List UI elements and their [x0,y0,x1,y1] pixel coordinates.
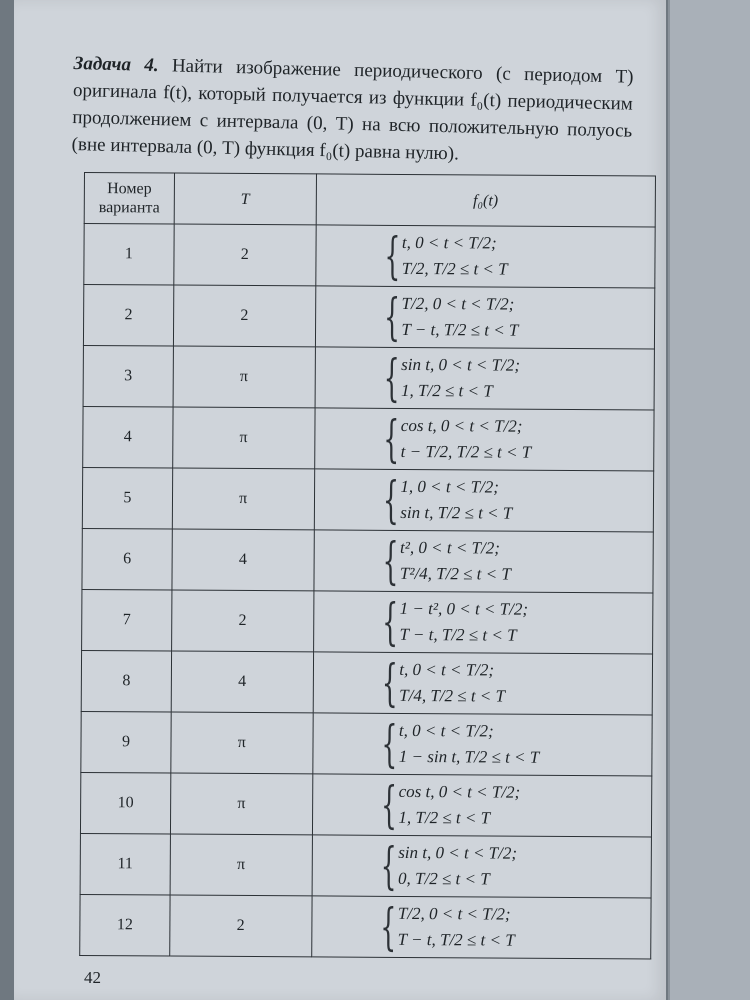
piecewise-function [314,469,654,532]
variants-table [79,172,656,959]
period-value: 4 [171,651,313,713]
left-brace-icon: { [380,714,398,773]
problem-label: Задача 4. [73,52,159,77]
variant-number: 7 [82,589,172,651]
adjacent-page-edge [668,0,750,1000]
variant-number: 12 [80,894,170,956]
piecewise-function [313,652,653,715]
function-case-first: cos t, 0 < t < T/2; [398,781,521,802]
table-row [83,406,654,470]
variant-number: 9 [81,711,171,773]
function-case-first: sin t, 0 < t < T/2; [401,354,521,375]
left-brace-icon: { [383,287,400,346]
piecewise-function [315,286,655,349]
function-case-second: 1 − sin t, T/2 ≤ t < T [398,746,540,767]
table-row [83,285,654,349]
function-case-second: 1, T/2 ≤ t < T [398,807,491,828]
piecewise-function [314,530,654,593]
header-variant: Номер варианта [84,173,174,225]
table-header-row [84,173,655,227]
variant-number: 8 [81,650,171,712]
piecewise-function [312,713,652,776]
table-row [82,528,653,592]
piecewise-function [311,896,651,959]
book-page [14,0,666,1000]
function-case-first: T/2, 0 < t < T/2; [401,293,515,314]
function-case-first: t², 0 < t < T/2; [400,537,500,558]
period-value: π [172,468,314,530]
function-case-second: T/4, T/2 ≤ t < T [399,685,506,706]
function-case-first: cos t, 0 < t < T/2; [400,415,523,436]
left-brace-icon: { [381,531,399,590]
table-row [81,650,652,714]
left-brace-icon: { [382,470,399,529]
left-brace-icon: { [379,897,396,956]
variant-number: 3 [83,345,173,407]
function-case-second: T/2, T/2 ≤ t < T [401,258,508,279]
problem-statement [71,50,633,172]
table-row [80,772,651,836]
function-case-second: 1, T/2 ≤ t < T [400,380,493,401]
function-case-first: sin t, 0 < t < T/2; [398,842,518,863]
function-case-first: t, 0 < t < T/2; [401,232,497,253]
period-value: π [173,346,315,408]
left-brace-icon: { [383,348,400,407]
table-row [80,894,651,958]
function-case-second: T − t, T/2 ≤ t < T [397,929,515,950]
period-value: 2 [170,895,312,957]
period-value: 4 [172,529,314,591]
function-case-second: T − t, T/2 ≤ t < T [401,319,519,340]
function-case-second: T²/4, T/2 ≤ t < T [399,563,511,584]
table-row [80,833,651,897]
table-row [82,467,653,531]
period-value: 2 [173,285,315,347]
variant-number: 2 [83,285,173,347]
piecewise-function [312,835,652,898]
piecewise-function [312,774,652,837]
table-row [81,711,652,775]
variant-number: 11 [80,833,170,895]
piecewise-function [313,591,653,654]
function-case-second: T − t, T/2 ≤ t < T [399,624,517,645]
period-value: 2 [174,224,316,286]
table-row [82,589,653,653]
function-case-first: 1, 0 < t < T/2; [400,476,500,497]
function-case-second: sin t, T/2 ≤ t < T [400,502,513,523]
header-function: f₀(t) [316,174,656,227]
variant-number: 4 [83,406,173,468]
left-brace-icon: { [381,592,398,651]
header-period: T [174,173,316,225]
function-case-first: T/2, 0 < t < T/2; [397,903,511,924]
function-case-first: 1 − t², 0 < t < T/2; [399,598,529,619]
left-brace-icon: { [380,836,397,895]
period-value: π [170,834,312,896]
table-row [83,345,654,409]
piecewise-function [315,225,655,288]
left-brace-icon: { [381,653,398,712]
function-case-first: t, 0 < t < T/2; [399,659,495,680]
function-case-second: 0, T/2 ≤ t < T [398,868,490,889]
left-brace-icon: { [380,775,397,834]
function-case-second: t − T/2, T/2 ≤ t < T [400,441,532,462]
piecewise-function [314,408,654,471]
period-value: π [170,773,312,835]
problem-text: Найти изображение периодического (с периодом T) оригинала f(t), который получается из функции f₀(t) периодическим продолжением с интервала (0, T) на всю положительную полуось (вне интервала (0, T) функция f₀(t) равна нулю). [71,55,634,165]
function-case-first: t, 0 < t < T/2; [398,720,494,741]
period-value: π [173,407,315,469]
variant-number: 10 [80,772,170,834]
page-number: 42 [84,968,101,987]
period-value: π [171,712,313,774]
piecewise-function [315,347,655,410]
variant-number: 5 [82,467,172,529]
period-value: 2 [171,590,313,652]
variant-number: 1 [84,224,174,286]
table-row [84,224,655,288]
variant-number: 6 [82,528,172,590]
left-brace-icon: { [383,226,401,285]
left-brace-icon: { [382,409,399,468]
